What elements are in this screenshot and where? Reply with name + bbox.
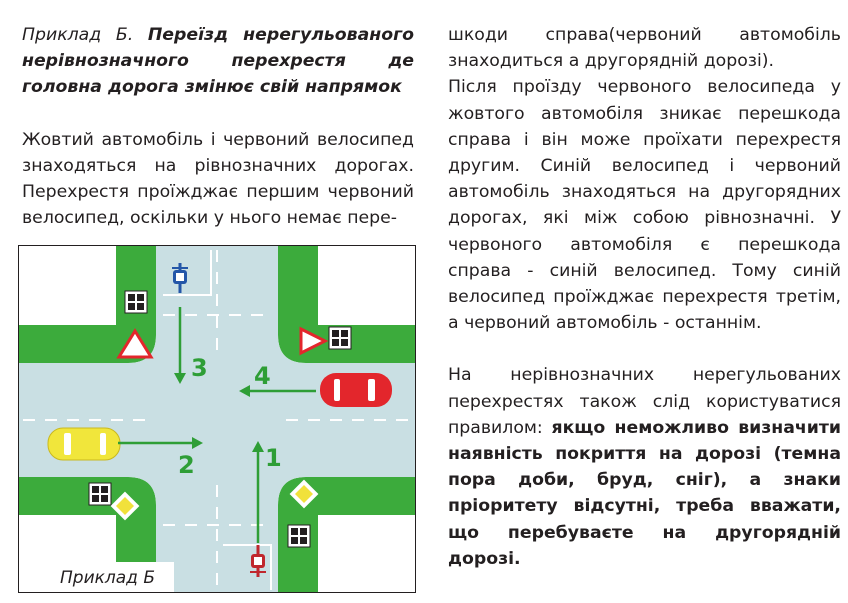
intersection-sign-icon xyxy=(288,525,310,547)
left-column xyxy=(22,22,414,231)
arrow-label-4: 4 xyxy=(254,362,271,390)
rule-intro: На нерівнозначних нерегульованих перехрестях також слід користуватися правилом: xyxy=(448,365,841,438)
arrow-label-2: 2 xyxy=(178,451,195,479)
intersection-sign-icon xyxy=(89,483,111,505)
arrow-label-3: 3 xyxy=(191,354,208,382)
intersection-diagram xyxy=(18,245,416,593)
intersection-sign-icon xyxy=(329,327,351,349)
figure-caption: Приклад Б xyxy=(60,568,155,588)
example-title-bold: Переїзд нерегульованого нерівнозначного перехрестя де головна дорога змінює свій напрямок xyxy=(22,25,414,98)
intersection-sign-icon xyxy=(125,291,147,313)
example-title-prefix: Приклад Б. xyxy=(22,25,148,45)
arrow-label-1: 1 xyxy=(265,444,282,472)
rule-bold: якщо неможливо визначити наявність покриття на дорозі (темна пора доби, бруд, сніг), а знаки пріоритету відсутні, треба вважати, що перебуваєте на другорядній дорозі. xyxy=(448,417,841,569)
rule-paragraph xyxy=(448,362,841,572)
paragraph-continuation: шкоди справа(червоний автомобіль знаходиться а другорядній дорозі). xyxy=(448,25,841,72)
intro-paragraph: Жовтий автомобіль і червоний велосипед знаходяться на рівнозначних дорогах. Перехрестя проїжджає першим червоний велосипед, оскільки у нього немає пере- xyxy=(22,129,414,229)
example-title xyxy=(22,22,414,101)
car-icon xyxy=(320,373,392,407)
right-column xyxy=(448,22,841,572)
paragraph-order-explanation: Після проїзду червоного велосипеда у жовтого автомобіля зникає перешкода справа і він може проїхати перехрестя другим. Синій велосипед і червоний автомобіль знаходяться на другорядних дорогах, які між собою рівнозначні. У червоного автомобіля є перешкода справа - синій велосипед. Тому синій велосипед проїжджає перехрестя третім, а червоний автомобіль - останнім. xyxy=(448,77,841,334)
car-icon xyxy=(48,428,120,460)
intersection-figure xyxy=(18,245,416,593)
